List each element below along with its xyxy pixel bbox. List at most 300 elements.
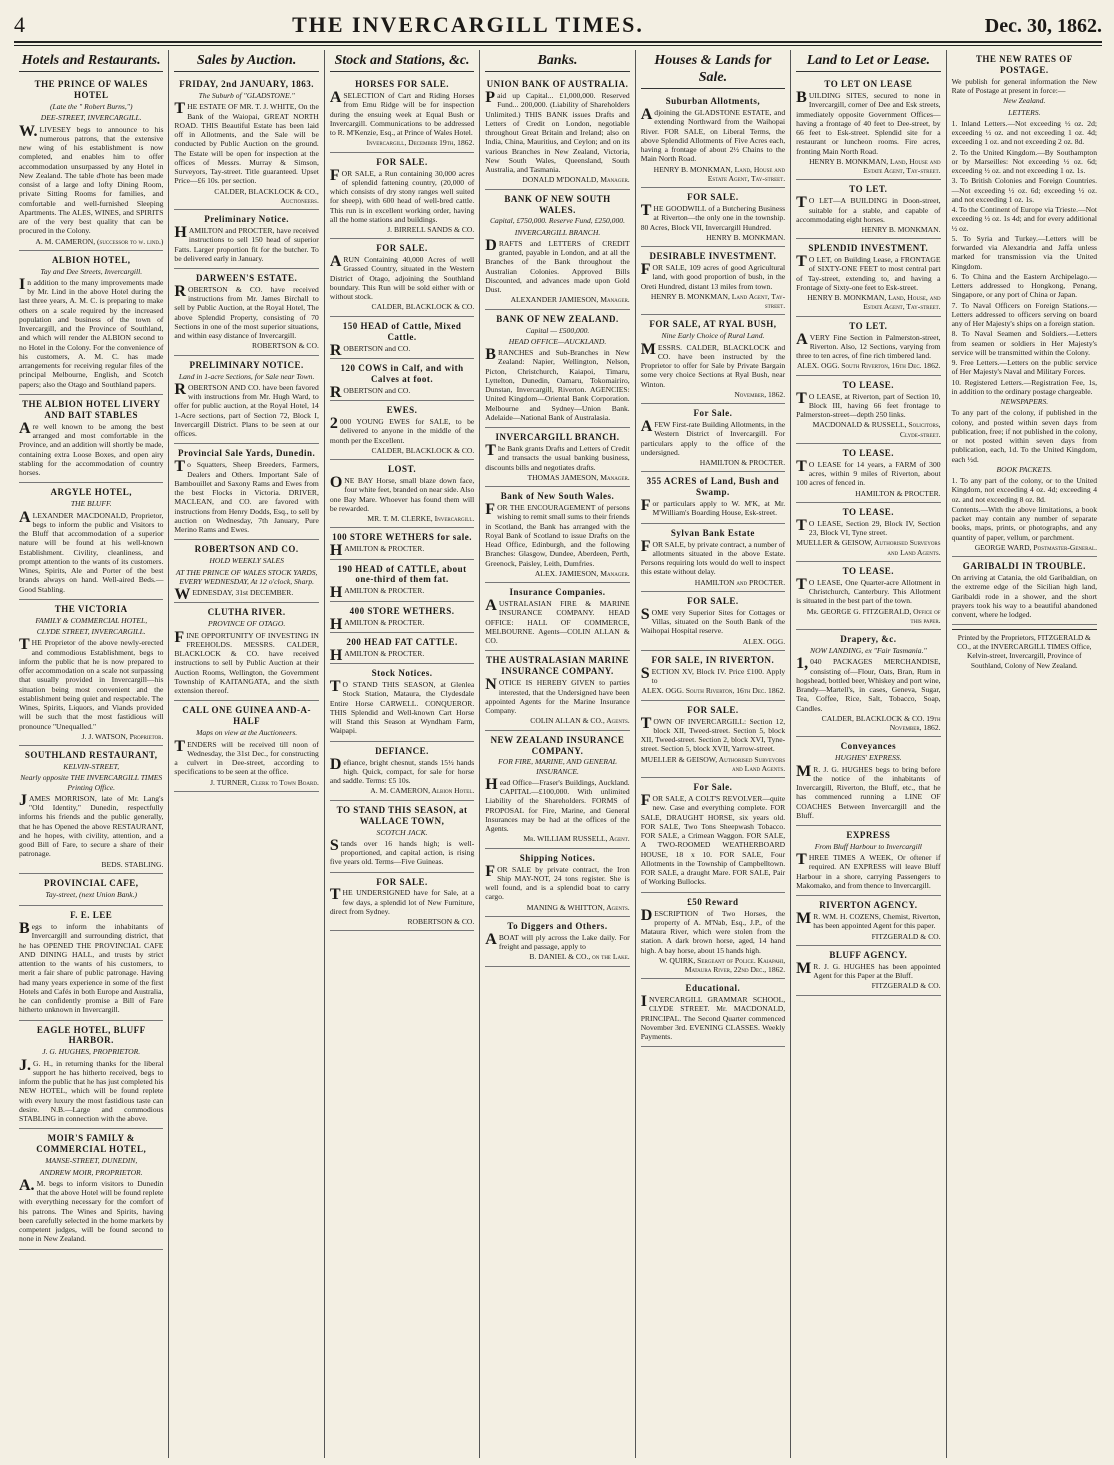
ad-title: £50 Reward (687, 896, 739, 907)
ad-body: ONE BAY Horse, small blaze down face, four white feet, branded on near side. Also one Bay Mare. Whoever has found them will be rewarded. (329, 474, 475, 513)
ad-body: AVERY Fine Section in Palmerston-street, Riverton. Also, 12 Sections, varying from three to ten acres, of fine rich timbered land. (796, 330, 941, 361)
advertisement (19, 395, 163, 483)
ad-subtitle: SCOTCH JACK. (376, 827, 428, 837)
ad-title: CALL ONE GUINEA AND-A-HALF (182, 705, 312, 727)
ad-body: MR. J. G. HUGHES has been appointed Agent for this Paper at the Bluff. (796, 959, 941, 981)
ad-title: HORSES FOR SALE. (355, 79, 449, 90)
ad-title: DEFIANCE. (375, 745, 429, 756)
ad-body: THREE TIMES A WEEK, Or oftener if required. AN EXPRESS will leave Bluff Harbour in a shore, carrying Passengers to Makomako, and from thence to Invercargill. (796, 851, 941, 890)
ad-title: UNION BANK OF AUSTRALIA. (486, 79, 629, 90)
ad-signature: MR. T. M. CLERKE, Invercargill. (367, 514, 475, 524)
advertisement (485, 651, 629, 730)
ad-title: ALBION HOTEL, (51, 254, 131, 265)
advertisement (174, 444, 318, 540)
ad-title: Drapery, &c. (840, 634, 897, 645)
advertisement (641, 651, 785, 701)
ad-title: 400 STORE WETHERS. (349, 605, 455, 616)
ad-title: FRIDAY, 2nd JANUARY, 1863. (179, 79, 314, 90)
postage-rate-item: 3. To British Colonies and Foreign Countries.—Not exceeding ½ oz. 6d; exceeding ½ oz. and not exceeding 1 oz. 1s. (951, 176, 1097, 204)
ad-title: FOR SALE. (687, 595, 739, 606)
advertisement (330, 602, 474, 633)
ad-subtitle: Nine Early Choice of Rural Land. (661, 331, 765, 341)
ad-body: DRAFTS and LETTERS of CREDIT granted, payable in London, and at all the Branches of the Bank throughout the Australian Colonies. Approved Bills Discounted, and advances made upon Gold Dust. (485, 236, 630, 295)
advertisement (330, 633, 474, 664)
ad-title: TO STAND THIS SEASON, at WALLACE TOWN, (336, 804, 468, 826)
ad-title: TO LEASE. (842, 379, 895, 390)
ad-body: TO LEASE, Section 29, Block IV, Section 23, Block VI, Tyne street. (796, 516, 941, 538)
ad-body: BUILDING SITES, secured to none in Invercargill, corner of Dee and Esk streets, immediately opposite Government Offices—having a frontage of 40 feet to Dee-street, by 66 feet to Esk-street. Splendid site for a restaurant or luncheon rooms. Fire acres, fronting Main North Road. (796, 89, 941, 156)
postage-rate-item: 5. To Syria and Turkey.—Letters will be forwarded via Alexandria and Jaffa unless marked for transmission via the United Kingdom. (951, 233, 1097, 271)
page-number: 4 (14, 12, 25, 37)
ad-body: FOR SALE, by private contract, a number of allotments situated in the above Estate. Persons requiring lots would do well to inspect this estate without delay. (640, 537, 786, 577)
ad-body: NOTICE IS HEREBY GIVEN to parties interested, that the Undersigned have been appointed Agents for the Marine Insurance Company. (485, 676, 630, 716)
ad-signature: A. M. CAMERON, (successor to w. lind.) (35, 236, 164, 246)
advertisement (330, 317, 474, 359)
news-text: On arriving at Catania, the old Garibaldian, on the extreme edge of the Sicilian high land, Garibaldi rode in a shower, and the short prayers took his way to a beautiful abandoned convent, where he lodged. (951, 573, 1097, 620)
ad-body: Head Office—Fraser's Buildings, Auckland. CAPITAL—£100,000. With unlimited Liability of the Shareholders. FORMS of PROPOSAL for Fire, Marine, and General Insurances may be had at the offices of the Agents. (485, 775, 630, 834)
ad-signature: DONALD M'DONALD, Manager. (522, 175, 630, 185)
ad-title: Sylvan Bank Estate (670, 527, 755, 538)
advertisement (19, 483, 163, 599)
ad-title: DARWEEN'S ESTATE. (195, 273, 298, 284)
advertisement (641, 247, 785, 315)
ad-subtitle: Land in 1-acre Sections, for Sale near Town. (178, 371, 315, 381)
ad-title: FOR SALE, IN RIVERTON. (651, 654, 775, 665)
postage-rate-item: 8. To Naval Seamen and Soldiers.—Letters from seamen or soldiers in Her Majesty's service will be transmitted within the Colony. (951, 329, 1097, 357)
advertisement (796, 376, 940, 444)
ad-title: Preliminary Notice. (204, 214, 290, 225)
ad-signature: HENRY B. MONKMAN, Land, House and Estate Agent, Tay-street. (809, 156, 941, 176)
ad-subtitle: ANDREW MOIR, PROPRIETOR. (39, 1167, 143, 1177)
ad-signature: CALDER, BLACKLOCK & CO. (371, 445, 475, 455)
advertisement (174, 603, 318, 701)
ad-body: Defiance, bright chesnut, stands 15½ hands high. Quick, compact, for sale for horse and saddle. Terms: £5 10s. (329, 755, 475, 786)
ad-title: PROVINCIAL CAFE, (43, 877, 139, 888)
ad-title: BANK OF NEW SOUTH WALES. (504, 193, 611, 215)
ad-body: SOME very Superior Sites for Cottages or Villas, situated on the South Bank of the Waihopai Hospital reserve. (640, 605, 786, 636)
ad-title: EXPRESS (846, 830, 891, 841)
ad-title: To Diggers and Others. (507, 920, 608, 931)
section-heading: Sales by Auction. (174, 52, 318, 72)
ad-title: Educational. (685, 983, 741, 994)
ad-title: 150 HEAD of Cattle, Mixed Cattle. (342, 320, 462, 342)
ad-body: TO LEASE, One Quarter-acre Allotment in Christchurch, Canterbury. This Allotment is situated in the best part of the town. (796, 575, 941, 606)
ad-subtitle: AT THE PRINCE OF WALES STOCK YARDS, EVERY WEDNESDAY, At 12 o'clock, Sharp. (175, 567, 318, 586)
ad-signature: CALDER, BLACKLOCK & CO. (371, 302, 475, 312)
ad-title: MOIR'S FAMILY & COMMERCIAL HOTEL, (36, 1133, 147, 1155)
ad-body: THE UNDERSIGNED have for Sale, at a few days, a splendid lot of New Furniture, direct from Sydney. (329, 886, 475, 916)
letters-heading: LETTERS. (1008, 107, 1041, 117)
ad-signature: Invercargill, December 19th, 1862. (366, 138, 475, 148)
advertisement (485, 731, 629, 849)
advertisement (330, 239, 474, 316)
ad-body: HAMILTON & PROCTER. (329, 615, 425, 633)
ad-body: DESCRIPTION of Two Horses, the property of A. M'Nab, Esq., J.P., of the Mataura River, which were stolen from the station. A dark brown horse, aged, 14 hand high. A bay horse, about 15 hands high. (640, 906, 786, 955)
ad-signature: HAMILTON and PROCTER. (694, 577, 786, 587)
column-auctions (169, 50, 324, 1458)
ad-body: A.M. begs to inform visitors to Dunedin that the above Hotel will be found replete with everything necessary for the comfort of his patrons. The Wines and Spirits, having been carefully selected in the home markets by competent judges, will be found second to none in New Zealand. (19, 1176, 164, 1244)
advertisement (330, 153, 474, 240)
ad-signature: A. M. CAMERON, Albion Hotel. (370, 786, 475, 796)
ad-subtitle: THE BLUFF. (70, 499, 112, 509)
advertisement (485, 190, 629, 310)
ad-signature: ALEX. OGG. South Riverton, 16th Dec. 1862. (641, 686, 786, 696)
advertisement (641, 979, 785, 1047)
ad-title: For Sale. (693, 408, 733, 419)
advertisement (641, 701, 785, 778)
advertisement (330, 401, 474, 460)
ad-body: ROBERTSON AND CO. have been favored with instructions from Mr. Hugh Ward, to offer for public auction, at the Royal Hotel, 14 1-Acre sections, part of Section 72, Block I, Invercargill District. Plans to be seen at our offices. (174, 380, 319, 439)
postage-notice (952, 50, 1097, 557)
ad-signature: THOMAS JAMESON, Manager. (527, 472, 630, 482)
ad-body: FOR SALE, 109 acres of good Agricultural land, with good proportion of bush, in the Oreti Hundred, distant 13 miles from town. (640, 261, 786, 291)
section-heading: Stock and Stations, &c. (330, 52, 474, 72)
ad-subtitle: MANSE-STREET, DUNEDIN, (45, 1156, 138, 1166)
ad-body: HAMILTON and PROCTER, have received instructions to sell 150 head of superior Fatts. Larger proportion fit for the butcher. To be delivered early in January. (174, 224, 319, 263)
advertisement (641, 404, 785, 472)
ad-body: TENDERS will be received till noon of Wednesday, the 31st Dec., for constructing a culvert in Dee-street, according to specifications to be seen at the office. (174, 737, 319, 777)
columns (14, 50, 1102, 1458)
advertisement (641, 315, 785, 404)
ad-subtitle: NOW LANDING, ex "Fair Tasmania." (810, 646, 927, 656)
ad-title: ARGYLE HOTEL, (50, 487, 132, 498)
ad-body: ASELECTION of Cart and Riding Horses from Emu Ridge will be for inspection during the ensuing week at Equal Bush or Invercargill. Communications to be addressed to R. M'Kenzie, Esq., at Prince of Wales Hotel. (329, 89, 475, 138)
ad-title: THE PRINCE OF WALES HOTEL (34, 79, 148, 101)
ad-signature: MANING & WHITTON, Agents. (526, 902, 630, 912)
ad-subtitle: CLYDE STREET, INVERCARGILL. (36, 627, 146, 637)
advertisement (19, 906, 163, 1020)
advertisement (174, 356, 318, 445)
ad-body: TOWN OF INVERCARGILL: Section 12, block XII, Tweed-street. Section 5, block XII, Tweed-street. Section 2, block XVI, Tyne-street. Section 5, block XVII, Yarrow-street. (640, 714, 786, 754)
ad-body: THE ESTATE OF MR. T. J. WHITE, On the Bank of the Waiopai, GREAT NORTH ROAD. THIS Beautiful Estate has been laid off in Allotments, and the Sale will be conducted by Public Auction on the ground. The Estate will be open for inspection at the offices of Messrs. Murray & Simson, Surveyors, Tay-street. Title guaranteed. Upset Price—£6 10s. per section. (174, 100, 319, 186)
advertisement (641, 188, 785, 247)
ad-body: ABOAT will ply across the Lake daily. For freight and passage, apply to (485, 930, 630, 952)
ad-body: Begs to inform the inhabitants of Invercargill and surrounding district, that he has OPENED THE PROVINCIAL CAFE AND DINING HALL, and trusts by strict attention to the wants of his customers, to merit a fair share of public patronage. Having had many years experience in some of the first Hotels and Cafés in both Europe and Australia, he can confidently promise a Bill of Fare hitherto unknown in Invercargill. (19, 920, 164, 1015)
ad-title: Insurance Companies. (509, 587, 606, 598)
ad-title: THE AUSTRALASIAN MARINE INSURANCE COMPANY. (485, 655, 629, 677)
column-land (791, 50, 946, 1458)
ad-title: For Sale. (693, 782, 733, 793)
postage-rate-item: 10. Registered Letters.—Registration Fee, 1s, in addition to the ordinary postage chargeable. (951, 377, 1097, 396)
advertisement (796, 317, 940, 376)
ad-signature: ALEX. OGG. (742, 636, 786, 646)
ad-signature: HAMILTON & PROCTER. (855, 488, 941, 498)
advertisement (19, 600, 163, 746)
advertisement (641, 92, 785, 188)
ad-body: MR. WM. H. COZENS, Chemist, Riverton, has been appointed Agent for this paper. (796, 910, 941, 931)
column-houses (636, 50, 791, 1458)
advertisement (330, 460, 474, 528)
ad-body: FINE OPPORTUNITY OF INVESTING IN FREEHOLDS. MESSRS. CALDER, BLACKLOCK & CO. have received instructions to sell by Public Auction at their Auction Rooms, Wellington, the Government Township of KAITANGATA, and the sixth extension thereof. (174, 628, 319, 696)
advertisement (641, 524, 785, 592)
ad-body: FOR THE ENCOURAGEMENT of persons wishing to remit small sums to their friends in Scotland, the Bank has arranged with the Royal Bank of Scotland to issue Drafts on the Head Office, Edinburgh, and the following Branches: Glasgow, Dundee, Aberdeen, Perth, Greenock, Paisley, Leith, Dumfries. (485, 501, 630, 568)
ad-subtitle: PROVINCE OF OTAGO. (208, 619, 286, 629)
ad-body: FOR SALE, A COLT'S REVOLVER—quite new. Case and everything complete. FOR SALE, DRAUGHT HORSE, six years old. FOR SALE, Two Tons Sheepwash Tobacco. FOR SALE, a Crimean Waggon. FOR SALE, A TWO-ROOMED WEATHERBOARD HOUSE, 18 x 10. FOR SALE, Four Allotments in the Township of Campbelltown. FOR SALE, a draught Mare. FOR SALE, Pair of Working Bullocks. (640, 792, 786, 887)
ad-body: AFEW First-rate Building Allotments, in the Western District of Invercargill. For particulars apply to the office of the undersigned. (640, 418, 786, 457)
ad-body: ROBERTSON and CO. (329, 341, 411, 359)
ad-subtitle: HUGHES' EXPRESS. (835, 753, 902, 763)
ad-signature: BEDS. STABLING. (101, 859, 164, 869)
advertisement (796, 946, 940, 996)
ad-title: BLUFF AGENCY. (829, 949, 908, 960)
advertisement (174, 269, 318, 356)
contents-text: Contents.—With the above limitations, a book packet may contain any number of separate books, maps, prints, or photographs, and any quantity of paper, vellum, or parchment. (951, 504, 1097, 542)
ad-subtitle: DEE-STREET, INVERCARGILL. (40, 113, 142, 123)
advertisement (485, 583, 629, 651)
advertisement (485, 917, 629, 967)
ad-signature: ALEX. OGG. South Riverton, 16th Dec. 1862. (796, 361, 941, 371)
postage-intro: We publish for general information the New Rate of Postage at present in force:— (951, 76, 1097, 96)
ad-body: ROBERTSON and CO. (329, 383, 411, 401)
ad-title: 355 ACRES of Land, Bush and Swamp. (646, 476, 780, 498)
ad-subtitle: FOR FIRE, MARINE, AND GENERAL INSURANCE. (498, 757, 617, 776)
ad-title: PRELIMINARY NOTICE. (189, 359, 304, 370)
advertisement (174, 75, 318, 210)
ad-subtitle: Capital, £750,000. Reserve Fund, £250,000. (489, 216, 625, 226)
ad-body: JAMES MORRISON, late of Mr. Lang's "Old Identity," Dunedin, respectfully informs his friends and the public generally, that he has Opened the above RESTAURANT, and he hopes, with civility, attention, and a good Bill of Fare, to secure a share of their patronage. (19, 791, 164, 859)
ad-subtitle: HEAD OFFICE—AUCKLAND. (508, 336, 607, 346)
ad-title: Stock Notices. (371, 668, 433, 679)
advertisement (796, 630, 940, 737)
ad-body: ARUN Containing 40,000 Acres of well Grassed Country, situated in the Western District of Otago, adjoining the Southland boundary. This Run will be sold either with or without stock. (329, 253, 475, 302)
ad-body: For particulars apply to W. M'K, at Mr. M'William's Boarding House, Esk-street. (640, 497, 786, 518)
ad-body: TO LET, on Building Lease, a FRONTAGE of SIXTY-ONE FEET to most central part of Tay-street, extending to, and having a Frontage of Sixty-one feet to Esk-street. (796, 253, 941, 292)
ad-title: Suburban Allotments, (665, 96, 761, 107)
advertisement (641, 778, 785, 892)
ad-signature: HAMILTON & PROCTER. (699, 458, 786, 467)
advertisement (330, 75, 474, 152)
ad-title: TO LET ON LEASE (824, 79, 913, 90)
newspapers-heading: NEWSPAPERS. (1000, 397, 1049, 407)
ad-body: HAMILTON & PROCTER. (329, 542, 425, 560)
ad-body: To Squatters, Sheep Breeders, Farmers, Dealers and Others. Important Sale of Bambouillet and Saxony Rams and Ewes from the best Flocks in Victoria. DRIVER, MACLEAN, and CO. are favored with instructions from Henry Dodds, Esq., to sell by auction on Wednesday, 7th January, Pure Merino Rams and Ewes. (174, 458, 319, 535)
ad-title: DESIRABLE INVESTMENT. (649, 251, 777, 262)
ad-title: ROBERTSON AND CO. (194, 544, 299, 555)
ad-subtitle: (Late the " Robert Burns,") (49, 102, 133, 112)
advertisement (796, 503, 940, 562)
ad-body: THE Proprietor of the above newly-erected and commodious Establishment, begs to inform the public that he is now prepared to offer accommodation on a scale not surpassing that usually provided in Invercargill—his situation being most convenient and the establishment being quiet and respectable. The Wines, Spirits, Liquors, and Viands provided will be such that the most fastidious will pronounce "Unequalled." (19, 636, 164, 731)
advertisement (796, 239, 940, 316)
ad-title: TO LET. (849, 184, 888, 195)
ad-title: THE VICTORIA (54, 603, 128, 614)
newspapers-text: To any part of the colony, if published in the colony, and posted within seven days from publication, free; if not published in the colony, or not posted within seven days from publication, each, 1d. To the United Kingdom, each ½d. (951, 408, 1097, 464)
ad-body: ALEXANDER MACDONALD, Proprietor, begs to inform the public and Visitors to the Bluff that accommodation of a superior nature will be found at his well-known Establishment. Civility, cleanliness, and prompt attention to the wants of its customers. Wines, Spirits, Ale and Porter of the best brands always on hand. Well-aired Beds.—Good Stabling. (19, 508, 164, 594)
ad-title: FOR SALE. (687, 192, 739, 203)
section-heading: Banks. (485, 52, 629, 72)
ad-signature: HENRY B. MONKMAN, Land, House, and Estate Agent, Tay-street. (807, 293, 941, 312)
section-heading: Hotels and Restaurants. (19, 52, 163, 72)
section-heading: Houses & Lands for Sale. (641, 52, 785, 89)
ad-signature: FITZGERALD & CO. (871, 931, 941, 941)
ad-body: Paid up Capital... £1,000,000. Reserved Fund... 200,000. (Liability of Shareholders Unlimited.) THIS BANK issues Drafts and Letters of Credit on London, negotiable throughout Great Britain and Ireland; also on India, China, Mauritius, and Ceylon; and on its various Branches in New Zealand, Victoria, New South Wales, Queensland, South Australia, and Tasmania. (485, 89, 630, 175)
ad-body: The Bank grants Drafts and Letters of Credit and transacts the usual banking business, discounts bills and negotiates drafts. (485, 442, 630, 472)
advertisement (330, 560, 474, 602)
advertisement (174, 701, 318, 791)
ad-title: FOR SALE. (376, 156, 428, 167)
ad-title: Provincial Sale Yards, Dunedin. (177, 448, 316, 459)
advertisement (174, 540, 318, 603)
ad-title: 200 HEAD FAT CATTLE. (346, 636, 458, 647)
ad-signature: Mr. WILLIAM RUSSELL, Agent. (523, 834, 630, 844)
ad-title: LOST. (388, 464, 417, 475)
ad-subtitle: Maps on view at the Auctioneers. (196, 728, 298, 738)
ad-title: NEW ZEALAND INSURANCE COMPANY. (490, 734, 625, 756)
ad-body: W.LIVESEY begs to announce to his numerous patrons, that the extensive new wing of his establishment is now completed, and enables him to offer accommodation unsurpassed by any Hotel in New Zealand. The table d'hote has been made consist of a large and lofty Dining Room, private Sitting Rooms for families, and comfortable and well-furnished Sleeping Apartments. The ALES, WINES, and SPIRITS are of the very best quality that can be procured in the Colony. (19, 122, 164, 236)
newspaper-title: THE INVERCARGILL TIMES. (292, 12, 644, 37)
ad-signature: COLIN ALLAN & CO., Agents. (530, 716, 630, 726)
ad-title: TO LET. (849, 320, 888, 331)
advertisement (330, 873, 474, 932)
ad-subtitle: From Bluff Harbour to Invercargill (814, 841, 922, 851)
ad-subtitle: Nearly opposite THE INVERCARGILL TIMES Printing Office. (20, 773, 163, 792)
advertisement (641, 592, 785, 651)
ad-signature: HENRY B. MONKMAN, Land Agent, Tay-street. (650, 291, 786, 311)
ad-signature: HENRY B. MONKMAN, Land, House and Estate Agent, Tay-street. (653, 164, 786, 183)
ad-signature: ROBERTSON & CO. (252, 341, 319, 351)
ad-signature: CALDER, BLACKLOCK & CO. 19th November, 1862. (821, 713, 941, 733)
ad-title: FOR SALE, AT RYAL BUSH, (649, 319, 777, 330)
ad-body: HAMILTON & PROCTER. (329, 584, 425, 602)
ad-signature: MACDONALD & RUSSELL, Solicitors, Clyde-street. (812, 420, 941, 439)
postage-sub: New Zealand. (1003, 96, 1046, 106)
advertisement (330, 801, 474, 873)
advertisement (641, 893, 785, 980)
ad-signature: ALEX. JAMIESON, Manager. (534, 568, 630, 578)
ad-body: Are well known to be among the best arranged and most comfortable in the Province, and an addition will shortly be made, containing extra Loose Boxes, and open airy stabling for the accommodation of country horses. (19, 419, 164, 478)
ad-subtitle: HOLD WEEKLY SALES (209, 556, 284, 566)
column-hotels (14, 50, 169, 1458)
advertisement (485, 428, 629, 487)
advertisement (19, 874, 163, 906)
ad-title: TO LEASE. (842, 506, 895, 517)
advertisement (174, 210, 318, 269)
ad-title: 190 HEAD of CATTLE, about one-third of them fat. (337, 563, 467, 585)
printer-imprint: Printed by the Proprietors, FITZGERALD & CO., at the INVERCARGILL TIMES Office, Kelvin-street, Invercargill, Province of Southland, Colony of New Zealand. (952, 629, 1097, 669)
ad-signature: J. TURNER, Clerk to Town Board. (210, 777, 319, 787)
postage-title: THE NEW RATES OF POSTAGE. (975, 54, 1073, 75)
column-stock (325, 50, 480, 1458)
ad-body: FOR SALE, a Run containing 30,000 acres of splendid fattening country, (20,000 of which consists of dry stony ranges well suited for sheep), with 600 head of well-bred cattle. This run is in excellent working order, having all the home stations and buildings. (329, 166, 475, 224)
advertisement (19, 75, 163, 251)
postage-rate-item: 1. Inland Letters.—Not exceeding ½ oz. 2d; exceeding ½ oz. and not exceeding 1 oz. 4d; exceeding 1 oz. and not exceeding 2 oz. 8d. (951, 118, 1097, 147)
ad-subtitle: Tay and Dee Streets, Invercargill. (40, 266, 143, 276)
ad-body: TO STAND THIS SEASON, at Glenlea Stock Station, Mataura, the Clydesdale Entire Horse CARWELL. CONQUEROR. THIS Splendid and Well-known Cart Horse will Stand this Season at Wyndham Farm, Waipapi. (329, 678, 475, 736)
ad-title: Conveyances (840, 741, 897, 752)
ad-body: MR. J. G. HUGHES begs to bring before the notice of the inhabitants of Invercargill, Riverton, the Bluff, etc., that he has commenced running a LINE OF COACHES Between Invercargill and the Bluff. (796, 762, 941, 820)
ad-title: FOR SALE. (376, 243, 428, 254)
advertisement (485, 487, 629, 583)
ad-body: Stands over 16 hands high; is well-proportioned, and capital action, is rising five years old. Terms—Five Guineas. (329, 836, 475, 867)
ad-body: In addition to the many improvements made by Mr. Lind in the above Hotel during the last three years, A. M. C. is preparing to make others on a scale required by the increased population and business of the town of Invercargill, and the Province of Southland, and which will render the ALBION second to no Hotel in the Colony. For the convenience of his customers, A. M. C. has made arrangements for receiving regular files of the principal Melbourne, English, and Scotch papers; also the Otago and Southland papers. (19, 275, 164, 389)
ad-title: 100 STORE WETHERS for sale. (332, 532, 472, 543)
ad-body: INVERCARGILL GRAMMAR SCHOOL, CLYDE STREET. Mr. MACDONALD, PRINCIPAL. The Second Quarter commenced November 3rd. EVENING CLASSES. Weekly Payments. (640, 993, 786, 1042)
postage-rate-item: 2. To the United Kingdom.—By Southampton or by Marseilles: Not exceeding ½ oz. 6d; exceeding ½ oz. and not exceeding 1 oz. 1s. (951, 147, 1097, 176)
ad-body: AUSTRALASIAN FIRE & MARINE INSURANCE COMPANY. HEAD OFFICE: HALL OF COMMERCE, MELBOURNE. Agents—COLIN ALLAN & CO. (485, 597, 630, 646)
advertisement (485, 310, 629, 428)
ad-body: BRANCHES and Sub-Branches in New Zealand: Napier, Wellington, Nelson, Picton, Christchurch, Kaiapoi, Timaru, Lyttelton, Dunedin, Oamaru, Tokomairiro, Dunstan, Invercargill, Riverton. AGENCIES: United Kingdom—Oriental Bank Corporation. Melbourne and Sydney—Union Bank. Adelaide—National Bank of Australasia. (485, 346, 630, 422)
ad-signature: W. QUIRK, Sergeant of Police. Kaiapahi, Mataura River, 22nd Dec., 1862. (659, 955, 786, 974)
advertisement (796, 737, 940, 826)
ad-body: J.G. H., in returning thanks for the liberal support he has hitherto received, begs to inform the public that he has just completed his NEW HOTEL, which will be found replete with every luxury the most fastidious taste can desire. N.B.—Large and commodious STABLING in connection with the above. (19, 1056, 164, 1124)
advertisement (330, 664, 474, 741)
book-packets-text: 1. To any part of the colony, or to the United Kingdom, not exceeding 4 oz. 4d; exceeding 4 oz. and not exceeding 8 oz. 8d. (951, 476, 1097, 504)
news-heading: GARIBALDI IN TROUBLE. (962, 561, 1086, 572)
ad-title: BANK OF NEW ZEALAND. (496, 313, 619, 324)
ad-body: TO LEASE, at Riverton, part of Section 10, Block III, having 66 feet frontage to Palmerston-street—depth 250 links. (796, 389, 941, 420)
ad-body: 2000 YOUNG EWES for SALE, to be delivered to anyone in the middle of the month per the Excellent. (329, 415, 475, 445)
advertisement (19, 251, 163, 395)
ad-subtitle: KELVIN-STREET, (63, 762, 120, 772)
advertisement (330, 742, 474, 801)
ad-title: EAGLE HOTEL, BLUFF HARBOR. (36, 1024, 146, 1046)
ad-signature: ROBERTSON & CO. (407, 917, 475, 927)
masthead (14, 8, 1102, 43)
ad-title: FOR SALE. (687, 704, 739, 715)
ad-title: FOR SALE. (376, 876, 428, 887)
postmaster-signature: GEORGE WARD, Postmaster-General. (974, 542, 1097, 552)
ad-body: TO LET—A BUILDING in Doon-street, suitable for a stable, and capable of accommodating eight horses. (796, 194, 941, 224)
advertisement (796, 826, 940, 896)
ad-body: 1,040 PACKAGES MERCHANDISE, consisting of—Flour, Oats, Bran, Rum in hogshead, bottled beer, Whiskey and port wine, Brandy—Martell's, in cases, Geneva, Sugar, Tea, Coffee, Rice, Salt, Tobacco, Soap, Candles. (796, 655, 941, 713)
advertisement (796, 562, 940, 630)
column-banks (480, 50, 635, 1458)
ad-subtitle: J. G. HUGHES, PROPRIETOR. (42, 1047, 141, 1057)
ad-subtitle: Capital — £500,000. (525, 325, 590, 335)
ad-signature: MUELLER & GEISOW, Authorised Surveyors and Land Agents. (640, 754, 786, 773)
ad-body: THE GOODWILL of a Butchering Business at Riverton—the only one in the township. 80 Acres, Block VII, Invercargill Hundred. (640, 202, 786, 232)
ad-title: F. E. LEE (70, 910, 113, 921)
postage-rate-item: 6. To China and the Eastern Archipelago.—Letters addressed to Hongkong, Penang, Singapore, or any port of China or Japan. (951, 271, 1097, 300)
ad-body: HAMILTON & PROCTER. (329, 646, 425, 664)
ad-signature: ALEXANDER JAMIESON, Manager. (510, 295, 630, 305)
ad-title: SPLENDID INVESTMENT. (808, 243, 929, 254)
ad-title: EWES. (386, 405, 418, 416)
advertisement (330, 528, 474, 559)
advertisement (796, 75, 940, 180)
advertisement (485, 75, 629, 189)
ad-subtitle: Tay-street, (next Union Bank.) (45, 889, 138, 899)
ad-body: TO LEASE for 14 years, a FARM of 300 acres, within 9 miles of Riverton, about 100 acres of fenced in. (796, 457, 941, 488)
advertisement (796, 896, 940, 946)
news-item (952, 557, 1097, 625)
ad-subtitle: The Suburb of "GLADSTONE." (198, 91, 295, 101)
advertisement (796, 180, 940, 239)
ad-signature: J. BIRRELL SANDS & CO. (387, 225, 475, 235)
ad-signature: MUELLER & GEISOW, Authorised Surveyors and Land Agents. (796, 538, 941, 557)
ad-signature: HENRY B. MONKMAN. (861, 225, 941, 235)
ad-title: THE ALBION HOTEL LIVERY AND BAIT STABLES (21, 398, 161, 420)
ad-signature: Mr. GEORGE G. FITZGERALD, Office of this paper. (806, 606, 941, 625)
ad-title: TO LEASE. (842, 447, 895, 458)
postage-rate-item: 7. To Naval Officers on Foreign Stations.—Letters addressed to officers serving on board any of Her Majesty's ships on a foreign station. (951, 300, 1097, 329)
advertisement (19, 746, 163, 874)
ad-subtitle: FAMILY & COMMERCIAL HOTEL, (35, 615, 148, 625)
ad-signature: CALDER, BLACKLOCK & CO., Auctioneers. (214, 186, 319, 205)
ad-signature: FITZGERALD & CO. (871, 981, 941, 991)
advertisement (796, 444, 940, 503)
ad-body: MESSRS. CALDER, BLACKLOCK and CO. have been instructed by the Proprietor to offer for Sale by Private Bargain some very choice Sections at Ryal Bush, near Winton. (640, 340, 786, 389)
ad-body: Adjoining the GLADSTONE ESTATE, and extending Northward from the Waihopai River. FOR SALE, on Liberal Terms, the above Splendid Allotments of Five Acres each, having a frontage of about 2½ Chains to the Main North Road. (640, 106, 786, 164)
ad-signature: B. DANIEL & CO., on the Lake. (529, 952, 630, 962)
book-packets-heading: BOOK PACKETS. (996, 464, 1053, 474)
section-heading: Land to Let or Lease. (796, 52, 940, 72)
advertisement (485, 849, 629, 917)
advertisement (641, 472, 785, 523)
ad-signature: November, 1862. (734, 389, 786, 399)
ad-title: 120 COWS in Calf, and with Calves at foot. (340, 362, 464, 384)
ad-title: INVERCARGILL BRANCH. (495, 432, 620, 443)
ad-title: Bank of New South Wales. (500, 491, 615, 502)
